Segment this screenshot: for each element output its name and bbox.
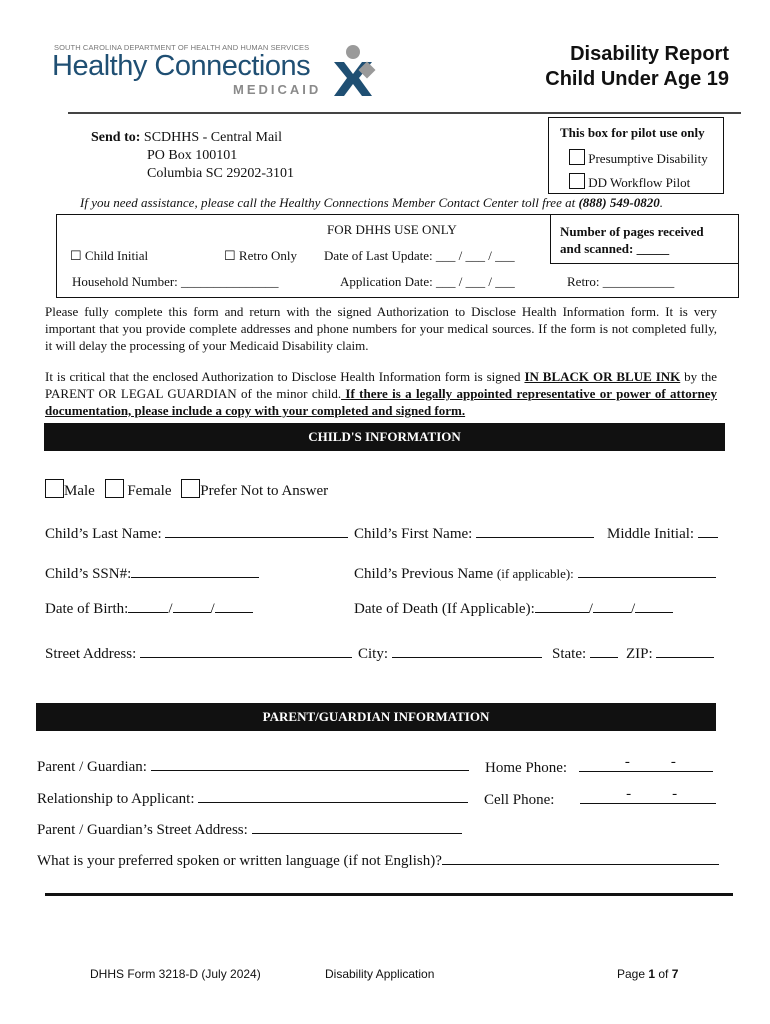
cell-phone-dash-2: -: [672, 786, 678, 802]
middle-initial-field[interactable]: [698, 524, 718, 538]
home-phone-field[interactable]: [579, 754, 713, 772]
state-row: [552, 644, 618, 663]
prefer-not-option[interactable]: [181, 483, 328, 499]
child-last-name-field[interactable]: [165, 524, 348, 538]
retro-only-checkbox[interactable]: ☐: [224, 248, 236, 263]
pilot-option-dd[interactable]: [569, 173, 690, 191]
guardian-address-field[interactable]: [252, 820, 462, 834]
state-field[interactable]: [590, 644, 618, 658]
female-option[interactable]: [105, 483, 172, 499]
child-last-name-row: [45, 524, 348, 543]
prev-name-label: Child’s Previous Name: [354, 566, 494, 582]
child-first-name-row: [354, 524, 594, 543]
guardian-row: [37, 757, 469, 776]
guardian-field[interactable]: [151, 757, 469, 771]
dob-year-field[interactable]: [215, 599, 253, 613]
footer-title: Disability Application: [325, 967, 435, 981]
page-total: 7: [671, 967, 679, 981]
guardian-address-label: Parent / Guardian’s Street Address:: [37, 822, 248, 838]
street-field[interactable]: [140, 644, 352, 658]
assistance-line: [80, 195, 663, 211]
send-to-line-2: PO Box 100101: [147, 148, 238, 163]
prev-name-row: [354, 564, 716, 583]
home-phone-label: Home Phone:: [485, 760, 568, 776]
intro-para-2: [45, 368, 717, 419]
retro-only-label: Retro Only: [238, 248, 298, 263]
agency-name: SOUTH CAROLINA DEPARTMENT OF HEALTH AND HUMAN SERVICES: [54, 43, 310, 52]
date-last-update: Date of Last Update: ___ / ___ / ___: [324, 248, 515, 263]
household-number: Household Number: _______________: [72, 274, 279, 289]
home-phone-row: [485, 754, 713, 777]
ssn-row: [45, 564, 259, 583]
prev-name-field[interactable]: [578, 564, 716, 578]
send-to-line-1: SCDHHS - Central Mail: [143, 130, 282, 145]
prefer-not-checkbox[interactable]: [181, 479, 200, 498]
assistance-text: If you need assistance, please call the Healthy Connections Member Contact Center toll free at: [80, 195, 579, 210]
ink-requirement: IN BLACK OR BLUE INK: [524, 369, 681, 384]
send-to-block: [91, 129, 294, 183]
cell-phone-row: [484, 786, 716, 809]
ssn-label: Child’s SSN#:: [45, 566, 132, 582]
intro-para-2-a: It is critical that the enclosed Authorization to Disclose Health Information form is signed: [45, 369, 525, 384]
city-field[interactable]: [392, 644, 542, 658]
dob-row: Date of Birth: / /: [45, 599, 253, 618]
city-row: [358, 644, 542, 663]
assistance-end: .: [659, 195, 663, 210]
presumptive-checkbox[interactable]: [569, 149, 585, 165]
child-info-header: CHILD'S INFORMATION: [44, 423, 725, 451]
send-to-label: Send to:: [91, 130, 141, 145]
male-option[interactable]: [45, 483, 95, 499]
guardian-address-row: [37, 820, 462, 839]
relationship-field[interactable]: [198, 789, 468, 803]
middle-initial-label: Middle Initial:: [607, 526, 695, 542]
middle-initial-row: [607, 524, 718, 543]
zip-row: [626, 644, 714, 663]
prefer-not-label: Prefer Not to Answer: [200, 483, 329, 499]
dob-month-field[interactable]: [128, 599, 168, 613]
section-end-divider: [45, 893, 733, 896]
intro-para-1: Please fully complete this form and return with the signed Authorization to Disclose Health Information form. It is very important that you provide complete addresses and phone numbers for your medical sources. If the form is not completed fully, it will delay the processing of your Medicaid Disability claim.: [45, 304, 717, 353]
send-to-line-3: Columbia SC 29202-3101: [147, 166, 295, 181]
pages-label-2: and scanned: _____: [560, 241, 670, 256]
dob-day-field[interactable]: [173, 599, 211, 613]
presumptive-label: Presumptive Disability: [588, 151, 708, 166]
cell-phone-dash-1: -: [626, 786, 632, 802]
dod-label: Date of Death (If Applicable):: [354, 601, 535, 617]
pages-label-1: Number of pages received: [560, 224, 704, 239]
page-mid: of: [655, 967, 672, 981]
dd-workflow-checkbox[interactable]: [569, 173, 585, 189]
relationship-label: Relationship to Applicant:: [37, 791, 195, 807]
intro-para-1-wrap: [45, 303, 717, 354]
city-label: City:: [358, 646, 389, 662]
zip-label: ZIP:: [626, 646, 653, 662]
intro-para-2-wrap: [45, 368, 717, 419]
footer-form: DHHS Form 3218-D (July 2024): [90, 967, 261, 981]
representative-note: If there is a legally appointed representative or power of attorney documentation, please include a copy with your completed and signed form.: [45, 386, 717, 418]
retro-field: Retro: ___________: [567, 274, 675, 289]
header-divider: [68, 112, 741, 114]
dod-month-field[interactable]: [535, 599, 589, 613]
language-label: What is your preferred spoken or written language (if not English)?: [37, 853, 442, 869]
dd-workflow-label: DD Workflow Pilot: [588, 175, 691, 190]
application-date: Application Date: ___ / ___ / ___: [340, 274, 515, 289]
brand-sub: MEDICAID: [233, 82, 322, 97]
intro-para-2-b: by the PARENT OR LEGAL GUARDIAN of the minor child.: [45, 369, 717, 401]
pilot-option-presumptive[interactable]: [569, 149, 708, 167]
child-first-name-label: Child’s First Name:: [354, 526, 473, 542]
pilot-box: [548, 117, 724, 194]
dhhs-box-title: FOR DHHS USE ONLY: [327, 222, 457, 237]
guardian-label: Parent / Guardian:: [37, 759, 147, 775]
form-title: [545, 42, 729, 92]
child-first-name-field[interactable]: [476, 524, 594, 538]
female-label: Female: [127, 483, 172, 499]
page-current: 1: [648, 967, 656, 981]
dod-row: Date of Death (If Applicable): / /: [354, 599, 673, 618]
male-label: Male: [64, 483, 95, 499]
pilot-box-title: This box for pilot use only: [560, 125, 705, 140]
female-checkbox[interactable]: [105, 479, 124, 498]
language-row: [37, 851, 719, 870]
child-initial-option[interactable]: [70, 248, 148, 264]
cell-phone-label: Cell Phone:: [484, 792, 555, 808]
title-line-2: Child Under Age 19: [545, 68, 729, 90]
gender-row: [45, 479, 328, 500]
title-line-1: Disability Report: [570, 43, 729, 65]
cell-phone-field[interactable]: [580, 786, 716, 804]
assistance-phone: (888) 549-0820: [578, 195, 660, 210]
child-initial-label: Child Initial: [84, 248, 149, 263]
home-phone-dash-1: -: [624, 754, 630, 770]
logo-mark-icon: [330, 44, 376, 102]
street-row: [45, 644, 352, 663]
footer-page: [617, 967, 678, 981]
pages-label: [560, 223, 704, 257]
child-last-name-label: Child’s Last Name:: [45, 526, 162, 542]
dod-year-field[interactable]: [635, 599, 673, 613]
ssn-field[interactable]: [131, 564, 259, 578]
state-label: State:: [552, 646, 587, 662]
prev-name-note: (if applicable):: [496, 566, 574, 581]
brand-name: Healthy Connections: [52, 50, 311, 82]
parent-info-header: PARENT/GUARDIAN INFORMATION: [36, 703, 716, 731]
zip-field[interactable]: [656, 644, 714, 658]
dob-label: Date of Birth:: [45, 601, 129, 617]
child-initial-checkbox[interactable]: ☐: [70, 248, 82, 263]
relationship-row: [37, 789, 468, 808]
retro-only-option[interactable]: [224, 248, 297, 264]
home-phone-dash-2: -: [670, 754, 676, 770]
dod-day-field[interactable]: [593, 599, 631, 613]
language-field[interactable]: [442, 851, 719, 865]
street-label: Street Address:: [45, 646, 137, 662]
page-prefix: Page: [617, 967, 649, 981]
male-checkbox[interactable]: [45, 479, 64, 498]
